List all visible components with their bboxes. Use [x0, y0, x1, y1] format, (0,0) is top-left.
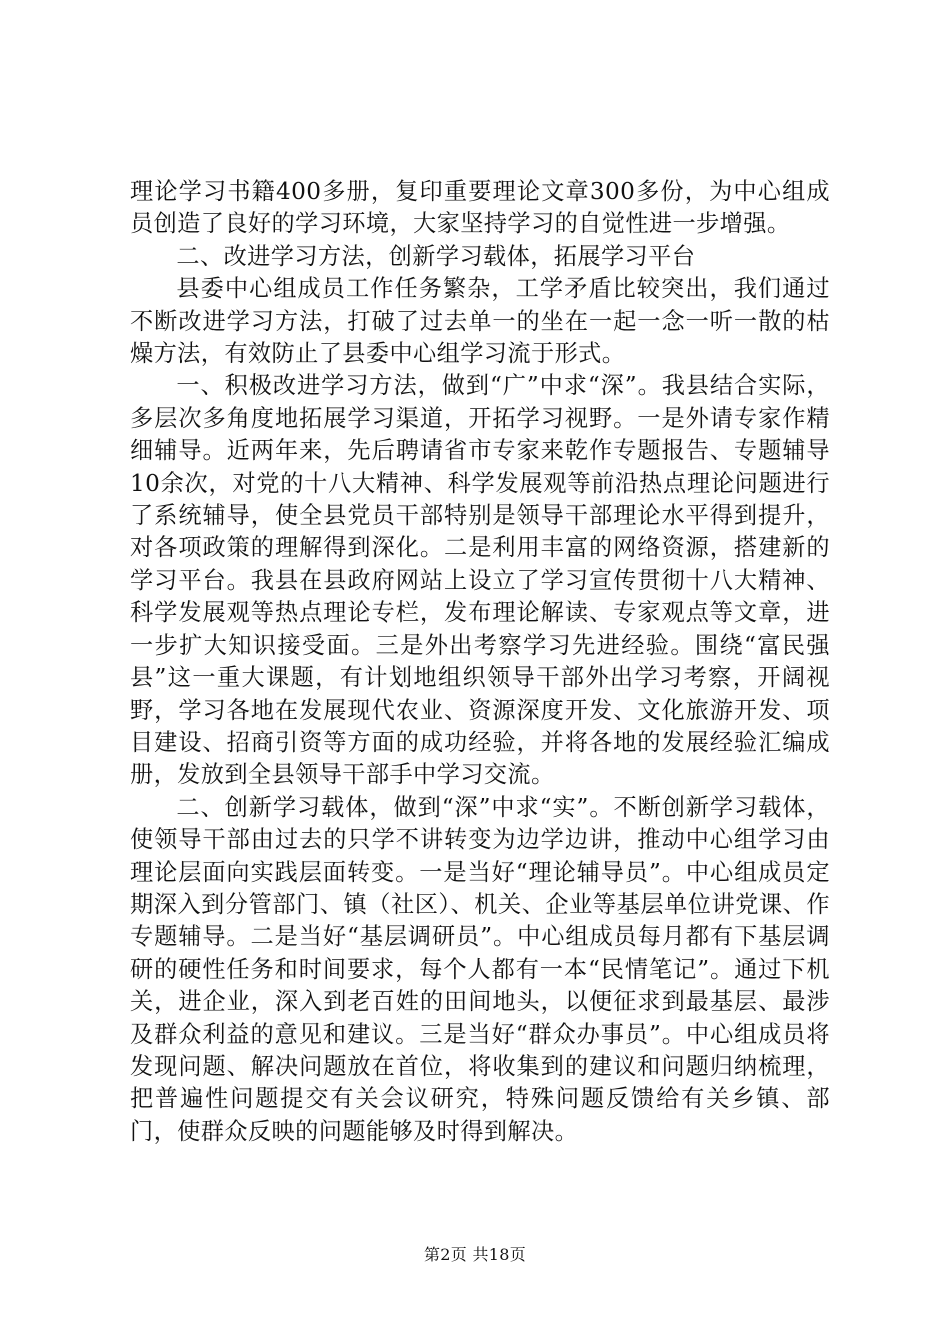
paragraph-intro: 县委中心组成员工作任务繁杂，工学矛盾比较突出，我们通过不断改进学习方法，打破了过去单一的坐在一起一念一听一散的枯燥方法，有效防止了县委中心组学习流于形式。 — [130, 275, 830, 368]
paragraph-point-two: 二、创新学习载体，做到“深”中求“实”。不断创新学习载体，使领导干部由过去的只学不讲转变为边学边讲，推动中心组学习由理论层面向实践层面转变。一是当好“理论辅导员”。中心组成员定期深入到分管部门、镇（社区）、机关、企业等基层单位讲党课、作专题辅导。二是当好“基层调研员”。中心组成员每月都有下基层调研的硬性任务和时间要求，每个人都有一本“民情笔记”。通过下机关，进企业，深入到老百姓的田间地头，以便征求到最基层、最涉及群众利益的意见和建议。三是当好“群众办事员”。中心组成员将发现问题、解决问题放在首位，将收集到的建议和问题归纳梳理，把普遍性问题提交有关会议研究，特殊问题反馈给有关乡镇、部门，使群众反映的问题能够及时得到解决。 — [130, 793, 830, 1145]
document-body — [130, 176, 830, 1148]
paragraph-point-one: 一、积极改进学习方法，做到“广”中求“深”。我县结合实际，多层次多角度地拓展学习渠道，开拓学习视野。一是外请专家作精细辅导。近两年来，先后聘请省市专家来乾作专题报告、专题辅导10余次，对党的十八大精神、科学发展观等前沿热点理论问题进行了系统辅导，使全县党员干部特别是领导干部理论水平得到提升，对各项政策的理解得到深化。二是利用丰富的网络资源，搭建新的学习平台。我县在县政府网站上设立了学习宣传贯彻十八大精神、科学发展观等热点理论专栏，发布理论解读、专家观点等文章，进一步扩大知识接受面。三是外出考察学习先进经验。围绕“富民强县”这一重大课题，有计划地组织领导干部外出学习考察，开阔视野，学习各地在发展现代农业、资源深度开发、文化旅游开发、项目建设、招商引资等方面的成功经验，并将各地的发展经验汇编成册，发放到全县领导干部手中学习交流。 — [130, 372, 830, 789]
page-number-footer: 第2页 共18页 — [423, 1245, 527, 1264]
paragraph-continuation: 理论学习书籍400多册，复印重要理论文章300多份，为中心组成员创造了良好的学习环境，大家坚持学习的自觉性进一步增强。 — [130, 178, 830, 238]
section-heading: 二、改进学习方法，创新学习载体，拓展学习平台 — [176, 242, 696, 270]
